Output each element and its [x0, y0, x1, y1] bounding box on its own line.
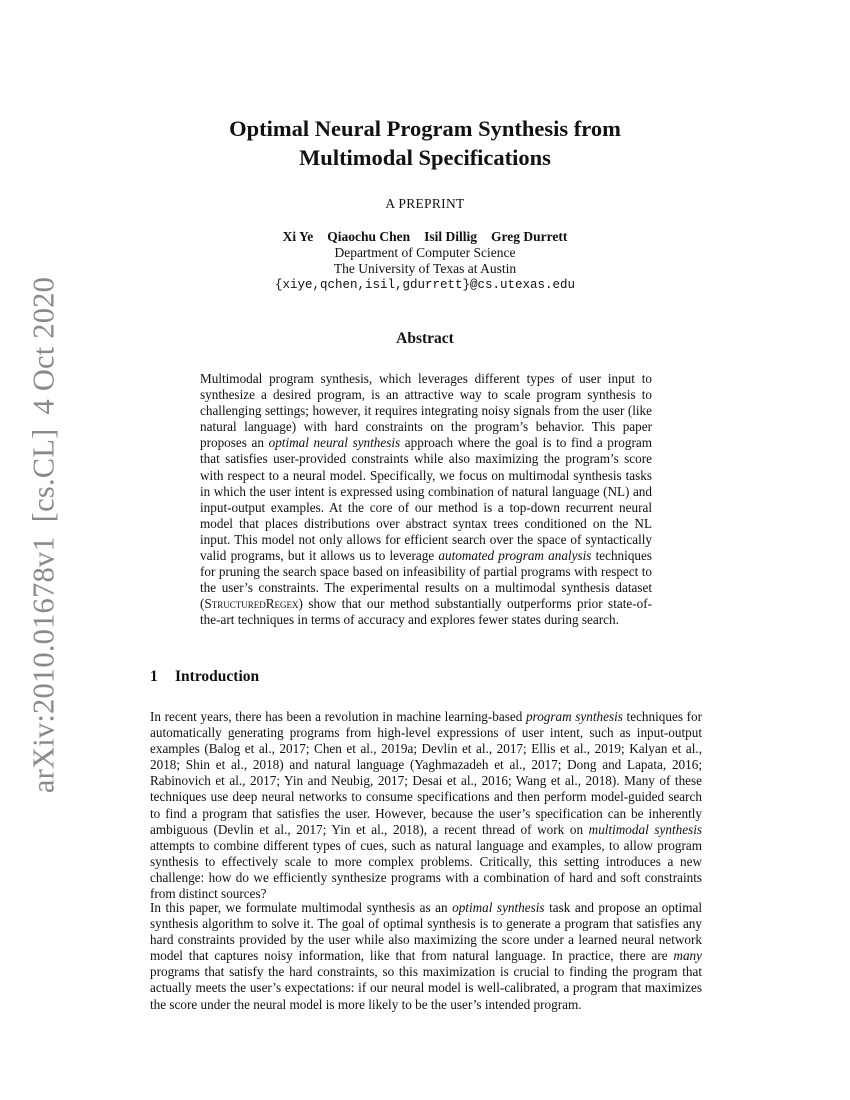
author-university: The University of Texas at Austin — [333, 261, 517, 276]
intro-paragraph-1 — [150, 709, 702, 902]
section-title: Introduction — [175, 668, 260, 685]
author-block — [150, 229, 700, 293]
abstract-heading: Abstract — [396, 330, 454, 347]
author-name: Xi Ye — [282, 229, 314, 244]
arxiv-sidebar — [18, 0, 70, 1100]
arxiv-identifier — [27, 277, 62, 793]
abstract-text: approach where the goal is to find a program that satisfies user-provided constraints while also maximizing the program’s score with respect to a neural model. Specifically, we focus on multimodal synthesis tasks in which the user intent is expressed using combination of natural language (NL) and input-output examples. At the core of our method is a top-down recurrent neural model that places distributions over abstract syntax trees conditioned on the NL input. This model not only allows for efficient search over the space of syntactically valid programs, but it allows us to leverage — [200, 435, 652, 564]
section-heading-introduction — [150, 668, 259, 686]
author-name: Isil Dillig — [424, 229, 478, 244]
paragraph-text: programs that satisfy the hard constraints, so this maximization is crucial to finding the program that actually meets the user’s expectations: if our neural model is well-calibrated, a program that maximizes the score under the neural model is more likely to be the user’s intended program. — [150, 964, 702, 1012]
paragraph-text: In this paper, we formulate multimodal synthesis as an — [150, 900, 453, 915]
paragraph-text: attempts to combine different types of cues, such as natural language and examples, to allow program synthesis to effectively scale to more complex problems. Critically, this setting introduces a new challenge: how do we efficiently synthesize programs with a combination of hard and soft constraints from distinct sources? — [150, 837, 702, 902]
title-line-2: Multimodal Specifications — [299, 145, 551, 170]
abstract-text: techniques for pruning the search space based on infeasibility of partial programs with respect to the user’s constraints. The experimental results on a multimodal synthesis dataset ( — [200, 548, 652, 612]
paper-title — [150, 114, 700, 172]
author-name: Greg Durrett — [491, 229, 568, 244]
dataset-name: StructuredRegex — [204, 596, 299, 612]
author-email: {xiye,qchen,isil,gdurrett}@cs.utexas.edu — [274, 278, 576, 292]
arxiv-date: 4 Oct 2020 — [26, 276, 61, 415]
title-line-1: Optimal Neural Program Synthesis from — [229, 116, 621, 141]
paragraph-emphasis: program synthesis — [525, 709, 623, 724]
abstract-text: ) show that our method substantially outperforms prior state-of-the-art techniques in terms of accuracy and explores fewer states during search. — [200, 596, 652, 628]
intro-paragraph-2 — [150, 900, 702, 1013]
arxiv-category: [cs.CL] — [26, 428, 61, 523]
author-department: Department of Computer Science — [334, 245, 516, 260]
abstract-body — [200, 371, 652, 629]
abstract-text: Multimodal program synthesis, which leverages different types of user input to synthesize a desired program, is an attractive way to scale program synthesis to challenging settings; however, it requires integrating noisy signals from the user (like natural language) with hard constraints on the program’s behavior. This paper proposes an — [200, 371, 652, 451]
paragraph-emphasis: multimodal synthesis — [588, 821, 702, 837]
abstract-emphasis: optimal neural synthesis — [268, 435, 401, 451]
paragraph-text: In recent years, there has been a revolution in machine learning-based — [150, 709, 526, 724]
paragraph-text: techniques for automatically generating programs from high-level expressions of user intent, such as input-output examples (Balog et al., 2017; Chen et al., 2019a; Devlin et al., 2017; Ellis et al., 2019; Kalyan et al., 2018; Shin et al., 2018) and natural language (Yaghmazadeh et al., 2017; Dong and Lapata, 2016; Rabinovich et al., 2017; Yin and Neubig, 2017; Desai et al., 2016; Wang et al., 2018). Many of these techniques use deep neural networks to consume specifications and then perform model-guided search to find a program that satisfies the user. However, because the user’s specification can be inherently ambiguous (Devlin et al., 2017; Yin et al., 2018), a recent thread of work on — [150, 709, 702, 837]
abstract-emphasis: automated program analysis — [438, 548, 592, 564]
paragraph-emphasis: optimal synthesis — [452, 900, 545, 915]
section-number: 1 — [150, 668, 158, 685]
author-name: Qiaochu Chen — [327, 229, 411, 244]
arxiv-id: arXiv:2010.01678v1 — [26, 536, 61, 794]
preprint-label: A PREPRINT — [385, 196, 465, 211]
paragraph-text: task and propose an optimal synthesis algorithm to solve it. The goal of optimal synthesis is to generate a program that satisfies any hard constraints provided by the user while also maximizing the score under a learned neural network model that captures noisy information, like that from natural language. In practice, there are — [150, 900, 702, 964]
author-names — [150, 229, 700, 245]
paragraph-emphasis: many — [673, 948, 702, 964]
